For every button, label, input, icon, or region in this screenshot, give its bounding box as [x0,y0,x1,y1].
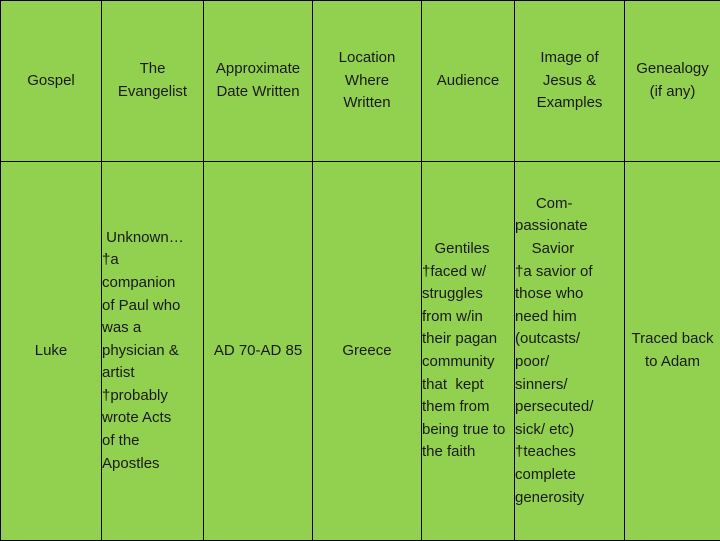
header-audience: Audience [422,1,515,162]
header-image: Image of Jesus & Examples [515,1,625,162]
header-location: Location Where Written [313,1,422,162]
cell-location: Greece [313,162,422,541]
table-row [1,162,720,541]
cell-evangelist: Unknown… †a companion of Paul who was a physician & artist †probably wrote Acts of the Apostles [102,162,204,541]
cell-audience: Gentiles †faced w/ struggles from w/in their pagan community that kept them from being true to the faith [422,162,515,541]
cell-image: Com- passionate Savior †a savior of those who need him (outcasts/ poor/ sinners/ persecuted/ sick/ etc) †teaches complete generosity [515,162,625,541]
header-gospel: Gospel [1,1,102,162]
cell-gospel: Luke [1,162,102,541]
header-date: Approximate Date Written [204,1,313,162]
header-evangelist: The Evangelist [102,1,204,162]
cell-genealogy: Traced back to Adam [625,162,720,541]
header-genealogy: Genealogy (if any) [625,1,720,162]
cell-date: AD 70-AD 85 [204,162,313,541]
header-row [1,1,720,162]
